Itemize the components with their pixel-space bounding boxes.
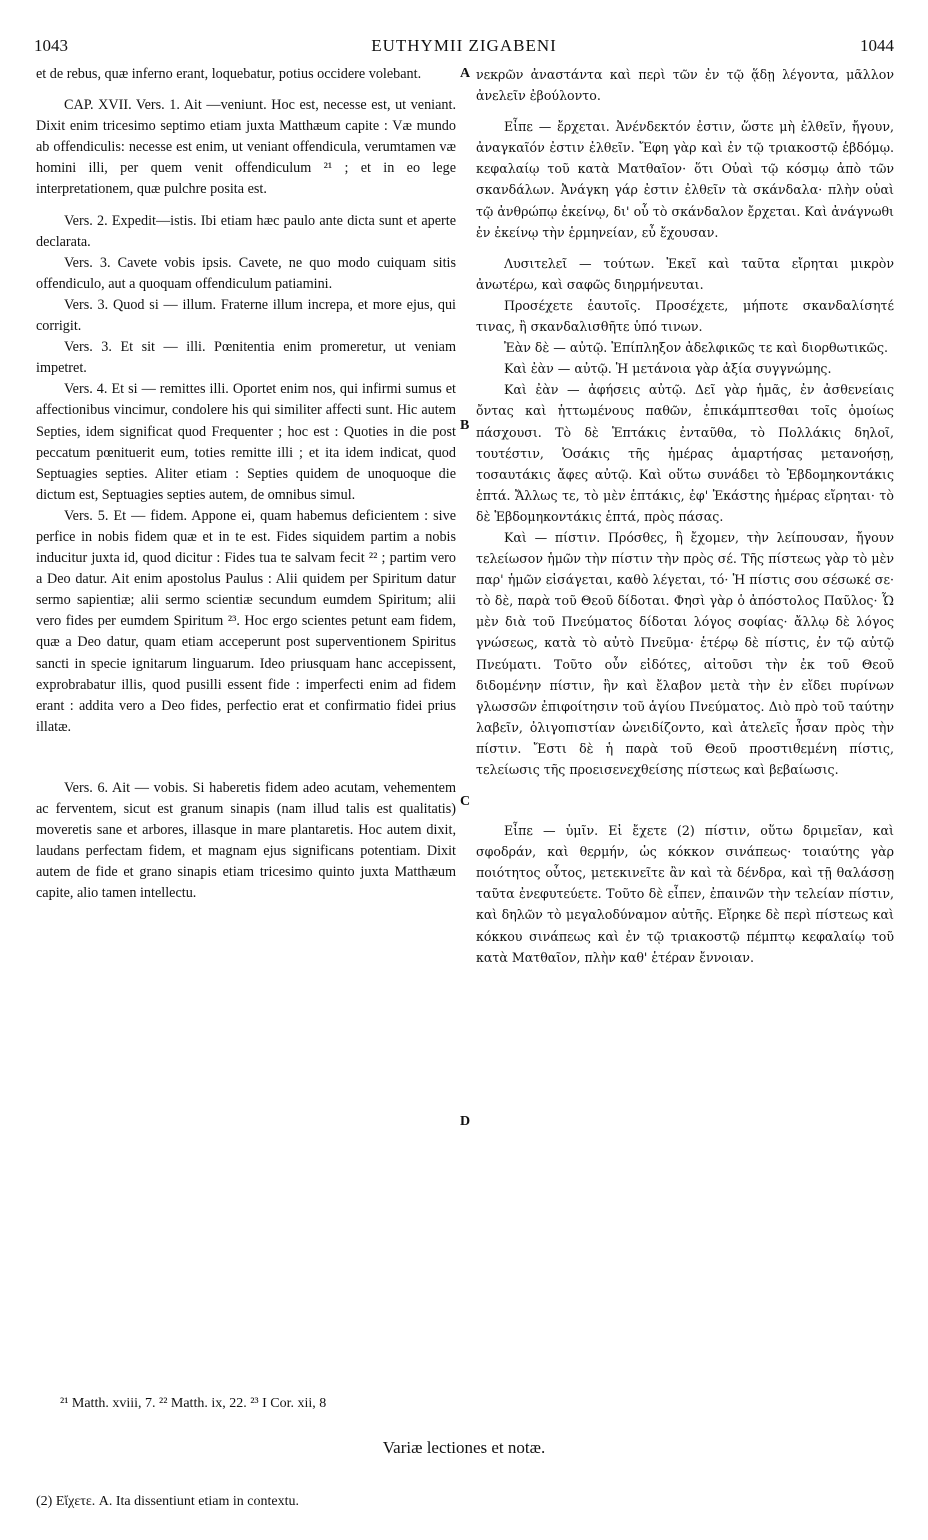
- greek-paragraph: Καὶ ἐὰν — ἀφήσεις αὐτῷ. Δεῖ γὰρ ἡμᾶς, ἐν ἀσθενείαις ὄντας καὶ ἡττωμένους παθῶν, ἐπικάμπτεσθαι τοῖς ὁμοίως πάσχουσι. Τὸ δὲ Ἑπτάκις ἐνταῦθα, τὸ Πολλάκις δηλοῖ, τουτέστιν, Ὁσάκις τῆς ἡμέρας ἁμαρτήσας μετανοήσῃ, τοσαυτάκις ἄφες αὐτῷ. Καὶ οὕτω συνάδει τὸ Ἑβδομηκοντάκις ἑπτά. Ἄλλως τε, τὸ μὲν ἑπτάκις, ἐφ' Ἑκάστης ἡμέρας εἴρηται· τὸ δὲ Ἑβδομηκοντάκις ἑπτά, πρὸς πάσας.: [476, 382, 894, 524]
- greek-paragraph: Λυσιτελεῖ — τούτων. Ἐκεῖ καὶ ταῦτα εἴρηται μικρὸν ἀνωτέρω, καὶ σαφῶς διηρμήνευται.: [476, 255, 894, 292]
- margin-marker-d: D: [460, 1114, 471, 1129]
- left-page-number: 1043: [34, 36, 68, 55]
- footnotes: ²¹ Matth. xviii, 7. ²² Matth. ix, 22. ²³ I Cor. xii, 8: [60, 1396, 327, 1411]
- greek-paragraph: Εἶπε — ἔρχεται. Ἀνένδεκτόν ἐστιν, ὥστε μὴ ἐλθεῖν, ἤγουν, ἀναγκαῖόν ἐστιν ἐλθεῖν. Ἔφη γὰρ καὶ ἐν τῷ τριακοστῷ ἑβδόμῳ. κεφαλαίῳ τοῦ κατὰ Ματθαῖον· ὅτι Οὐαὶ τῷ κόσμῳ ἀπὸ τῶν σκανδάλων. Ἀνάγκη γάρ ἐστιν ἐλθεῖν τὰ σκάνδαλα· πλὴν οὐαὶ τῷ ἀνθρώπῳ ἐκείνῳ, δι' οὗ τὸ σκάνδαλον ἔρχεται. Καὶ ἀνάγνωθι ἐν ἐκείνῳ τὴν ἑρμηνείαν, εὖ ἔχουσαν.: [476, 119, 894, 240]
- greek-paragraph: Καὶ — πίστιν. Πρόσθες, ἣ ἔχομεν, τὴν λείπουσαν, ἤγουν τελείωσον ἡμῶν τὴν πίστιν τὴν πρὸς σέ. Τῆς πίστεως γὰρ τὸ μὲν παρ' ἡμῶν εἰσάγεται, καθὸ λέγεται, τό· Ἡ πίστις σου σέσωκέ σε· τὸ δὲ, παρὰ τοῦ Θεοῦ δίδοται. Φησὶ γὰρ ὁ ἀπόστολος Παῦλος· Ὧ μὲν διὰ τοῦ Πνεύματος δίδοται λόγος σοφίας· ἄλλῳ δὲ λόγος γνώσεως, κατὰ τὸ αὐτὸ Πνεῦμα· ἑτέρῳ δὲ πίστις, ἐν τῷ αὐτῷ Πνεύματι. Τοῦτο οὖν εἰδότες, αἰτοῦσι τὴν ἐκ τοῦ Θεοῦ διδομένην πίστιν, ἣν καὶ ἔλαβον μετὰ τὴν ἐν εἴδει πυρίνων γλωσσῶν ἐπιφοίτησιν τοῦ ἁγίου Πνεύματος. Διὸ πρὸ τοῦ ταύτην λαβεῖν, ὀλιγοπιστίαν ὠνειδίζοντο, καὶ ἀτελεῖς ἦσαν πρὸς τὴν πίστιν. Ἔστι δὲ ἡ παρὰ τοῦ Θεοῦ προστιθεμένη πίστις, τελείωσις τῆς προεισενεχθείσης πίστεως καὶ βεβαίωσις.: [476, 529, 894, 777]
- running-title: EUTHYMII ZIGABENI: [371, 36, 557, 55]
- page-header: [34, 36, 894, 58]
- greek-column: [476, 64, 894, 968]
- greek-paragraph: Προσέχετε ἑαυτοῖς. Προσέχετε, μήποτε σκανδαλίσητέ τινας, ἢ σκανδαλισθῆτε ὑπό τινων.: [476, 297, 894, 335]
- greek-paragraph: Ἐὰν δὲ — αὐτῷ. Ἐπίπληξον ἀδελφικῶς τε καὶ διορθωτικῶς.: [504, 340, 889, 356]
- latin-paragraph: CAP. XVII. Vers. 1. Ait —veniunt. Hoc est, necesse est, ut veniant. Dixit enim tricesimo septimo etiam juxta Matthæum capite : Væ mundo ab offendiculis: necesse est enim, ut veniant offendicula, verumtamen væ homini illi, per quem venit offendiculum ²¹ ; et in eo lege interpretationem, quæ pulchre posita est.: [36, 97, 456, 198]
- margin-marker-b: B: [460, 418, 470, 433]
- latin-paragraph: Vers. 3. Quod si — illum. Fraterne illum increpa, et more ejus, qui corrigit.: [36, 296, 456, 335]
- latin-column: [36, 64, 456, 904]
- latin-paragraph: Vers. 4. Et si — remittes illi. Oportet enim nos, qui infirmi sumus et affectionibus vincimur, condolere his qui similiter affecti sunt. Hic autem Septies, idem significat quod Frequenter ; hoc est : Quoties in die post peccatum pœnituerit eum, toties remitte illi ; et ita idem indicat, quod Septuagies septies. Aliter etiam : Septies quidem de unoquoque die dictum est, Septuagies septies autem, de omnibus simul.: [36, 381, 456, 503]
- margin-marker-a: A: [460, 66, 471, 81]
- latin-paragraph: et de rebus, quæ inferno erant, loquebatur, potius occidere volebant.: [36, 66, 422, 82]
- greek-paragraph: Εἶπε — ὑμῖν. Εἰ ἔχετε (2) πίστιν, οὕτω δριμεῖαν, καὶ σφοδράν, καὶ θερμήν, ὡς κόκκον σινάπεως· τοιαύτης γὰρ ποιότητος οὗτος, μετεκινεῖτε ἂν καὶ τὰ δένδρα, καὶ τῇ θαλάσσῃ ταῦτα ἐνεφυτεύετε. Τοῦτο δὲ εἶπεν, ἐπαινῶν τὴν τελείαν πίστιν, καὶ δηλῶν τὸ μεγαλοδύναμον αὐτῆς. Εἴρηκε δὲ περὶ πίστεως καὶ κόκκου σινάπεως καὶ ἐν τῷ τριακοστῷ πέμπτῳ κεφαλαίῳ τοῦ κατὰ Ματθαῖον, πλὴν καθ' ἑτέραν ἔννοιαν.: [476, 823, 894, 965]
- latin-paragraph: Vers. 5. Et — fidem. Appone ei, quam habemus deficientem : sive perfice in nobis fidem quæ et in te est. Fides siquidem partim a nobis inducitur juxta id, quod dicitur : Fides tua te salvam fecit ²² ; partim vero a Deo datur. Ait enim apostolus Paulus : Alii quidem per Spiritum datur sermo sapientiæ; alii sermo scientiæ secundum eumdem Spiritum; alii vero fides per eumdem Spiritum ²³. Hoc ergo scientes petunt eam fidem, quæ a Deo datur, quam etiam acceperunt post superventionem Spiritus sancti in specie ignitarum linguarum. Ideo priusquam hanc accepissent, exprobrabatur illis, quod pusilli essent fide : imperfecti enim ad fidem erant : addita vero a Deo fides, perfectio erat et confirmatio fidei prius illatæ.: [36, 507, 456, 735]
- variae-lectiones-heading: Variæ lectiones et notæ.: [382, 1438, 546, 1457]
- margin-marker-c: C: [460, 794, 471, 809]
- latin-paragraph: Vers. 3. Et sit — illi. Pœnitentia enim promeretur, ut veniam impetret.: [36, 339, 456, 377]
- greek-paragraph: νεκρῶν ἀναστάντα καὶ περὶ τῶν ἐν τῷ ᾅδῃ λέγοντα, μᾶλλον ἀνελεῖν ἐβούλοντο.: [476, 67, 894, 104]
- greek-paragraph: Καὶ ἐὰν — αὐτῷ. Ἡ μετάνοια γὰρ ἀξία συγγνώμης.: [504, 361, 832, 377]
- latin-paragraph: Vers. 6. Ait — vobis. Si haberetis fidem adeo acutam, vehementem ac ferventem, sicut est granum sinapis (nam illud talis est qualitatis) moveretis sane et arbores, illasque in mare plantaretis. Hoc autem dixit, laudans perfectam fidem, et magnam ejus significans potentiam. Dixit autem de fide et grano sinapis etiam tricesimo quinto juxta Matthæum capite, alio tamen intellectu.: [36, 779, 456, 902]
- latin-paragraph: Vers. 2. Expedit—istis. Ibi etiam hæc paulo ante dicta sunt et aperte declarata.: [36, 212, 456, 250]
- variant-reading-note: (2) Εἴχετε. A. Ita dissentiunt etiam in contextu.: [36, 1494, 299, 1509]
- latin-paragraph: Vers. 3. Cavete vobis ipsis. Cavete, ne quo modo cuiquam sitis offendiculo, aut a quoquam offendiculum patiamini.: [36, 254, 456, 292]
- right-page-number: 1044: [860, 36, 894, 55]
